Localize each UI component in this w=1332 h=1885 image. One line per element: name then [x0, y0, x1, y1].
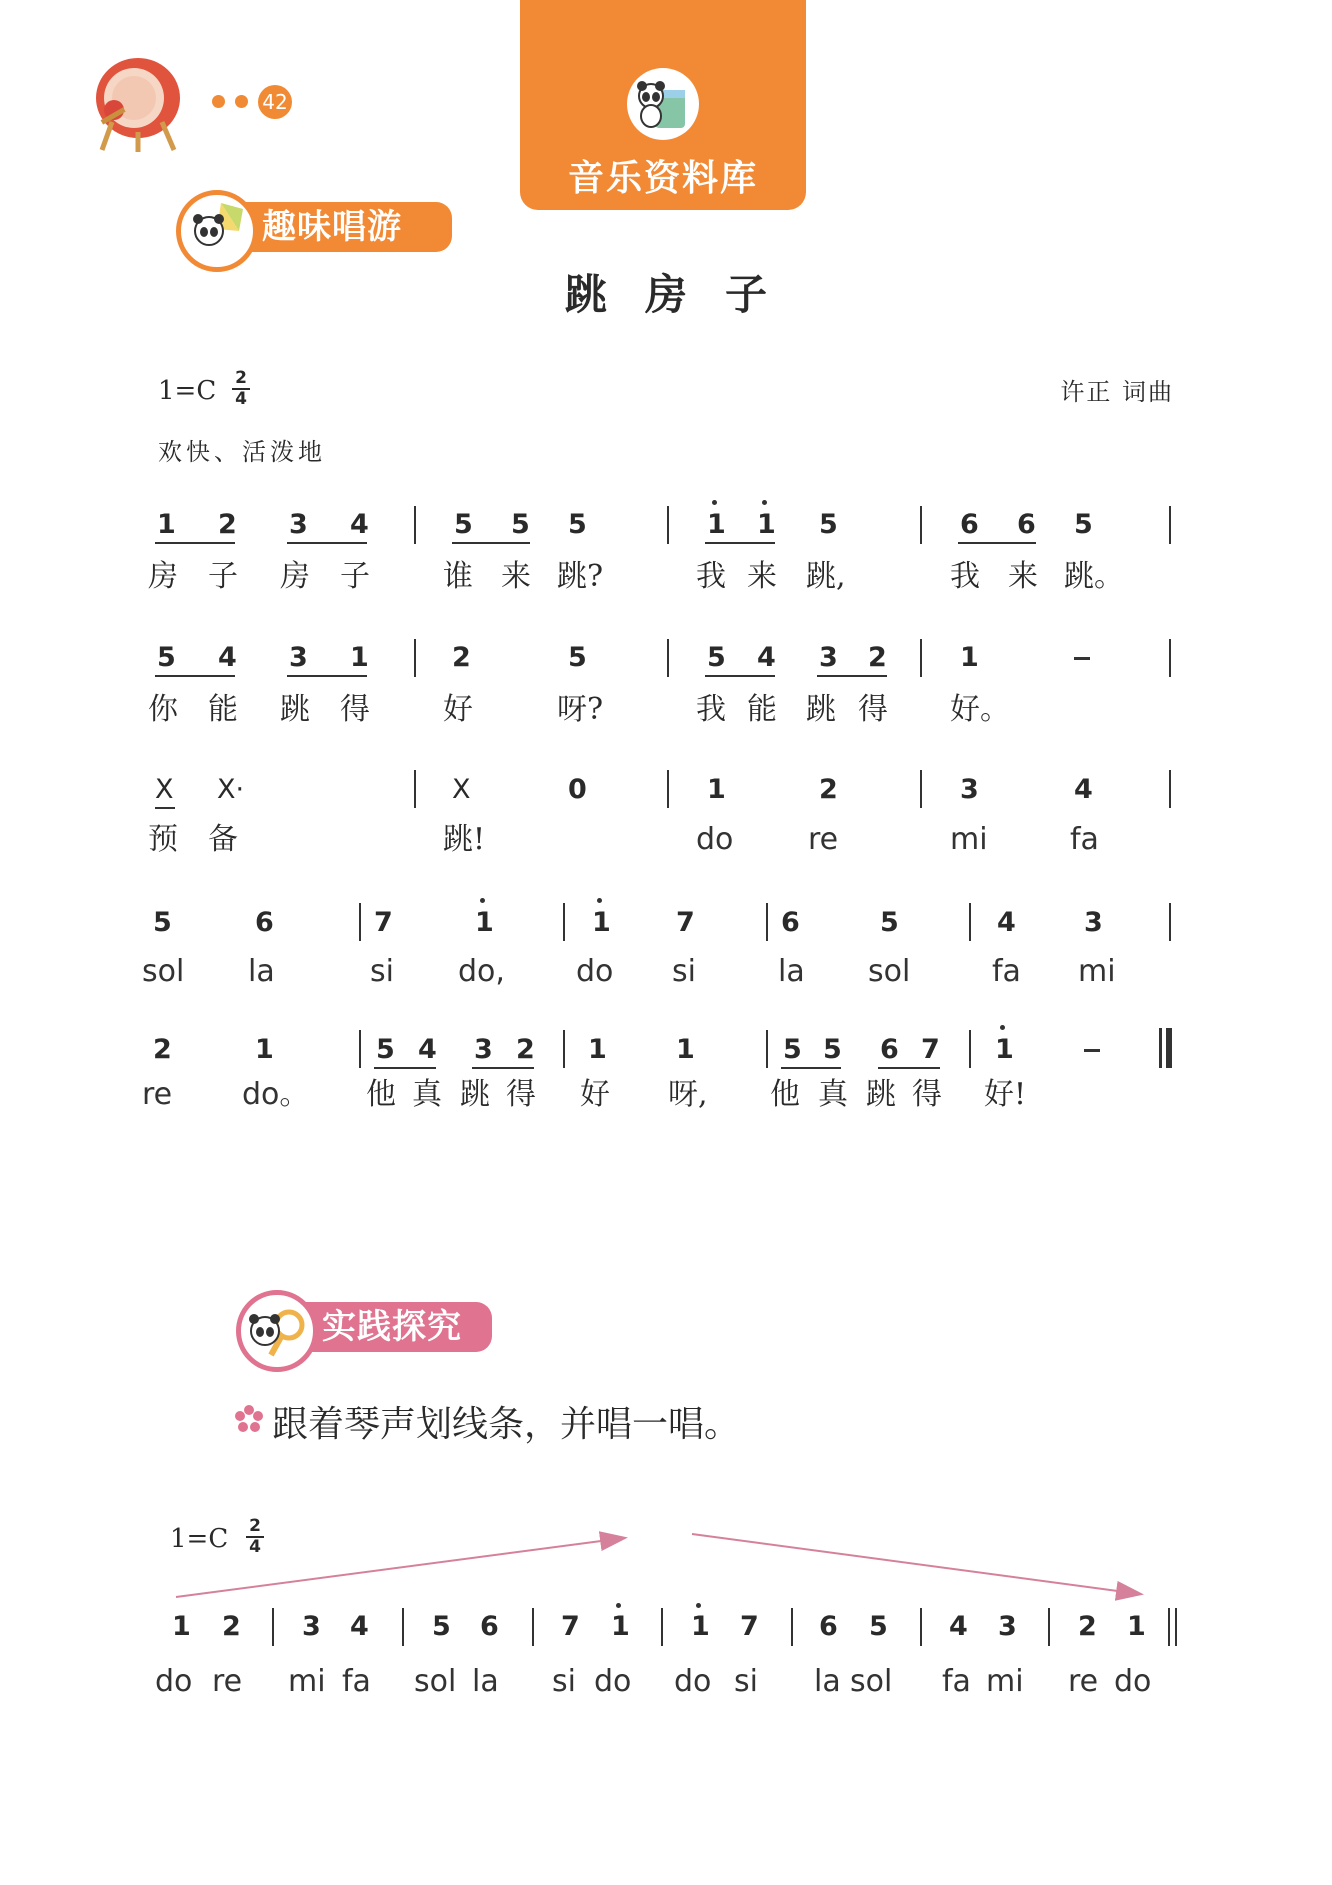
note: 4 [757, 642, 776, 673]
note: 5 [819, 509, 838, 540]
panda-with-magnifier-icon [236, 1290, 318, 1372]
solfege: sol [850, 1664, 893, 1699]
note: 2 [452, 642, 471, 673]
solfege: re [142, 1077, 173, 1112]
note: 4 [350, 509, 369, 540]
beam [781, 1067, 841, 1069]
note: 1 [691, 1611, 710, 1642]
panda-with-fan-icon [176, 190, 258, 272]
time-top: 2 [235, 368, 247, 388]
note: 1 [350, 642, 369, 673]
solfege: fa [942, 1664, 971, 1699]
note: 4 [1074, 774, 1093, 805]
beam [155, 542, 235, 544]
lyric: 得 [858, 692, 888, 727]
solfege: mi [1078, 954, 1116, 989]
note: 4 [418, 1034, 437, 1065]
lyric: 真 [412, 1077, 442, 1112]
note: 6 [960, 509, 979, 540]
bar-line [920, 506, 922, 544]
note: 1 [757, 509, 776, 540]
section-badge-fun-singing [176, 190, 456, 260]
beam [958, 542, 1036, 544]
note: 7 [676, 907, 695, 938]
beam [452, 542, 530, 544]
time-bottom: 4 [235, 389, 247, 409]
note: 6 [1017, 509, 1036, 540]
panda-with-books-icon [627, 68, 699, 140]
bar-line [1169, 903, 1171, 941]
note: 3 [960, 774, 979, 805]
solfege: mi [950, 822, 988, 857]
solfege: si [370, 954, 394, 989]
lyric: 你 [148, 692, 178, 727]
practice-instruction: 跟着琴声划线条，并唱一唱。 [272, 1404, 741, 1445]
rhythm-note: X [155, 774, 174, 805]
rhythm-note: X· [217, 774, 245, 805]
note: 6 [480, 1611, 499, 1642]
solfege: do [576, 954, 614, 989]
beam [878, 1067, 940, 1069]
bar-line [563, 903, 565, 941]
rhythm-note: X [452, 774, 471, 805]
note: 4 [997, 907, 1016, 938]
note: 5 [783, 1034, 802, 1065]
note: 7 [921, 1034, 940, 1065]
note: 5 [880, 907, 899, 938]
final-bar-thin [1159, 1028, 1162, 1068]
bar-line [969, 903, 971, 941]
note: 2 [218, 509, 237, 540]
bar-line [532, 1608, 534, 1646]
beam [287, 675, 367, 677]
lyric: 子 [340, 559, 370, 594]
solfege: fa [342, 1664, 371, 1699]
lyric: 好 [443, 692, 473, 727]
lyric: 跳 [866, 1077, 896, 1112]
lyric: 预 [148, 822, 178, 857]
note: 5 [153, 907, 172, 938]
bar-line [1048, 1608, 1050, 1646]
high-octave-dot [696, 1603, 701, 1608]
extension-dash [1074, 657, 1090, 660]
bar-line [667, 506, 669, 544]
note: 2 [153, 1034, 172, 1065]
solfege: re [212, 1664, 243, 1699]
note: 1 [611, 1611, 630, 1642]
lyric: 跳! [443, 822, 486, 857]
beam [287, 542, 367, 544]
note: 5 [432, 1611, 451, 1642]
composer-credit: 许正 词曲 [1060, 378, 1174, 406]
beam [472, 1067, 534, 1069]
lyric: 房 [280, 559, 310, 594]
bar-line [1169, 639, 1171, 677]
solfege: do [674, 1664, 712, 1699]
lyric: 来 [1008, 559, 1038, 594]
note: 1 [157, 509, 176, 540]
note: 7 [374, 907, 393, 938]
music-library-tab [520, 0, 806, 210]
decor-dot [212, 95, 225, 108]
lyric: 真 [818, 1077, 848, 1112]
bar-line [920, 1608, 922, 1646]
note: 6 [255, 907, 274, 938]
lyric: 我 [950, 559, 980, 594]
note: 5 [869, 1611, 888, 1642]
bar-line [920, 770, 922, 808]
solfege: la [814, 1664, 841, 1699]
lyric: 得 [506, 1077, 536, 1112]
time-top: 2 [249, 1516, 261, 1536]
lyric: 我 [696, 692, 726, 727]
lyric: 跳? [557, 559, 604, 594]
lyric: 来 [501, 559, 531, 594]
note: 4 [350, 1611, 369, 1642]
bar-line [414, 506, 416, 544]
solfege: fa [992, 954, 1021, 989]
note: 4 [949, 1611, 968, 1642]
beam [705, 542, 775, 544]
note: 1 [1127, 1611, 1146, 1642]
note: 1 [707, 509, 726, 540]
lyric: 好。 [950, 692, 1010, 727]
bar-line [661, 1608, 663, 1646]
lyric: 好! [984, 1077, 1027, 1112]
solfege: sol [868, 954, 911, 989]
lyric: 跳 [806, 692, 836, 727]
note: 1 [255, 1034, 274, 1065]
note: 6 [819, 1611, 838, 1642]
bar-line [766, 903, 768, 941]
lyric: 能 [747, 692, 777, 727]
bar-line [563, 1030, 565, 1068]
bar-line [1169, 770, 1171, 808]
badge-label: 实践探究 [276, 1302, 492, 1352]
decor-dot [235, 95, 248, 108]
beam [155, 807, 175, 809]
note: 3 [289, 642, 308, 673]
note: 2 [819, 774, 838, 805]
solfege: mi [288, 1664, 326, 1699]
high-octave-dot [712, 500, 717, 505]
lyric: 呀, [668, 1077, 708, 1112]
lyric: 我 [696, 559, 726, 594]
ascending-arrow [176, 1538, 624, 1597]
bar-line [359, 903, 361, 941]
solfege: si [672, 954, 696, 989]
note: 7 [740, 1611, 759, 1642]
section-badge-practice [236, 1290, 516, 1360]
bar-line [791, 1608, 793, 1646]
bar-line [1169, 506, 1171, 544]
bar-line [766, 1030, 768, 1068]
solfege: re [1068, 1664, 1099, 1699]
lyric: 子 [208, 559, 238, 594]
lyric: 谁 [443, 559, 473, 594]
solfege: la [248, 954, 275, 989]
page-number: 42 [258, 85, 292, 119]
solfege: do [155, 1664, 193, 1699]
note: 1 [172, 1611, 191, 1642]
lyric: 得 [912, 1077, 942, 1112]
solfege: sol [142, 954, 185, 989]
high-octave-dot [616, 1603, 621, 1608]
lyric: 跳 [280, 692, 310, 727]
note: 5 [1074, 509, 1093, 540]
note: 3 [302, 1611, 321, 1642]
lyric: 跳 [460, 1077, 490, 1112]
bar-line [414, 639, 416, 677]
high-octave-dot [762, 500, 767, 505]
bar-line [414, 770, 416, 808]
badge-label: 趣味唱游 [216, 202, 452, 252]
time-bottom: 4 [249, 1537, 261, 1557]
solfege: do [1114, 1664, 1152, 1699]
rest: 0 [568, 774, 587, 805]
solfege: do。 [242, 1077, 310, 1112]
note: 1 [676, 1034, 695, 1065]
note: 5 [568, 642, 587, 673]
beam [155, 675, 235, 677]
high-octave-dot [597, 898, 602, 903]
final-bar-thin [1175, 1608, 1177, 1646]
key-signature-2: 1=C [170, 1524, 229, 1554]
note: 1 [707, 774, 726, 805]
bar-line [667, 639, 669, 677]
note: 3 [998, 1611, 1017, 1642]
lyric: 跳, [806, 559, 846, 594]
bar-line [920, 639, 922, 677]
lyric: 他 [366, 1077, 396, 1112]
high-octave-dot [480, 898, 485, 903]
note: 5 [707, 642, 726, 673]
note: 3 [1084, 907, 1103, 938]
lyric: 好 [580, 1077, 610, 1112]
tab-title: 音乐资料库 [567, 158, 758, 199]
flower-bullet-icon [234, 1404, 264, 1434]
note: 3 [289, 509, 308, 540]
beam [817, 675, 887, 677]
lyric: 备 [208, 822, 238, 857]
bar-line [359, 1030, 361, 1068]
solfege: sol [414, 1664, 457, 1699]
solfege: si [734, 1664, 758, 1699]
beam [705, 675, 775, 677]
key-signature: 1=C [158, 376, 217, 406]
note: 1 [960, 642, 979, 673]
drum-icon [92, 52, 184, 152]
note: 1 [475, 907, 494, 938]
note: 6 [781, 907, 800, 938]
note: 1 [592, 907, 611, 938]
note: 5 [157, 642, 176, 673]
note: 5 [568, 509, 587, 540]
time-signature [232, 370, 250, 408]
song-title: 跳房子 [564, 270, 805, 319]
extension-dash [1084, 1049, 1100, 1052]
note: 6 [880, 1034, 899, 1065]
solfege: mi [986, 1664, 1024, 1699]
bar-line [402, 1608, 404, 1646]
note: 4 [218, 642, 237, 673]
lyric: 能 [208, 692, 238, 727]
final-bar-thick [1166, 1028, 1172, 1068]
melody-contour-arrows [0, 1520, 1332, 1610]
tempo-marking: 欢快、活泼地 [158, 438, 326, 466]
solfege: la [472, 1664, 499, 1699]
solfege: do [594, 1664, 632, 1699]
lyric: 他 [770, 1077, 800, 1112]
note: 2 [868, 642, 887, 673]
note: 5 [376, 1034, 395, 1065]
solfege: si [552, 1664, 576, 1699]
solfege: re [808, 822, 839, 857]
lyric: 房 [148, 559, 178, 594]
beam [374, 1067, 436, 1069]
solfege: do, [458, 954, 505, 989]
note: 2 [1078, 1611, 1097, 1642]
note: 5 [823, 1034, 842, 1065]
note: 3 [819, 642, 838, 673]
bar-line [969, 1030, 971, 1068]
note: 1 [995, 1034, 1014, 1065]
final-bar-thin [1168, 1608, 1170, 1646]
lyric: 来 [747, 559, 777, 594]
high-octave-dot [1000, 1025, 1005, 1030]
note: 2 [516, 1034, 535, 1065]
bar-line [667, 770, 669, 808]
note: 5 [511, 509, 530, 540]
note: 5 [454, 509, 473, 540]
note: 7 [561, 1611, 580, 1642]
descending-arrow [692, 1534, 1140, 1594]
lyric: 呀? [557, 692, 604, 727]
solfege: do [696, 822, 734, 857]
note: 2 [222, 1611, 241, 1642]
solfege: la [778, 954, 805, 989]
note: 1 [588, 1034, 607, 1065]
lyric: 跳。 [1064, 559, 1124, 594]
solfege: fa [1070, 822, 1099, 857]
bar-line [272, 1608, 274, 1646]
lyric: 得 [340, 692, 370, 727]
note: 3 [474, 1034, 493, 1065]
